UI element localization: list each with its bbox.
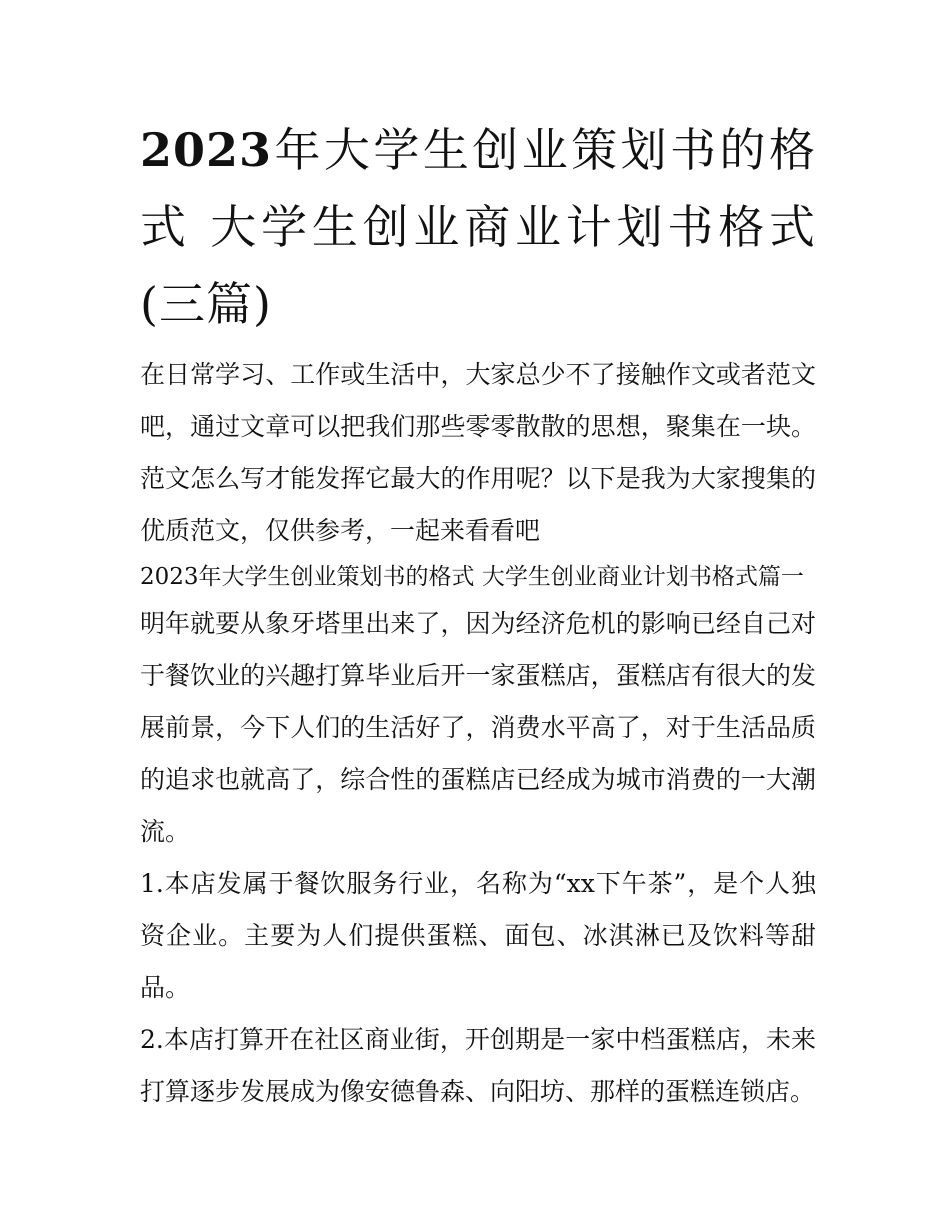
title-text: 年大学生创业策划书的格式 大学生创业商业计划书格式(三篇) [140, 123, 816, 331]
body-paragraph-3: 2.本店打算开在社区商业街，开创期是一家中档蛋糕店，未来打算逐步发展成为像安德鲁森、向阳坊、那样的蛋糕连锁店。 [140, 1025, 816, 1106]
title-year: 2023 [140, 123, 273, 177]
intro-paragraph: 在日常学习、工作或生活中，大家总少不了接触作文或者范文吧，通过文章可以把我们那些零零散散的思想，聚集在一块。范文怎么写才能发挥它最大的作用呢？以下是我为大家搜集的优质范文，仅供参考，一起来看看吧 [140, 360, 816, 545]
document-title [140, 112, 816, 343]
body-paragraph-1: 明年就要从象牙塔里出来了，因为经济危机的影响已经自己对于餐饮业的兴趣打算毕业后开一家蛋糕店，蛋糕店有很大的发展前景，今下人们的生活好了，消费水平高了，对于生活品质的追求也就高了，综合性的蛋糕店已经成为城市消费的一大潮流。 [140, 609, 816, 846]
section-heading: 2023年大学生创业策划书的格式 大学生创业商业计划书格式篇一 [140, 564, 804, 590]
body-paragraph-2: 1.本店发属于餐饮服务行业，名称为“xx下午茶”，是个人独资企业。主要为人们提供蛋糕、面包、冰淇淋已及饮料等甜品。 [140, 869, 816, 1002]
document-page [140, 112, 816, 1118]
